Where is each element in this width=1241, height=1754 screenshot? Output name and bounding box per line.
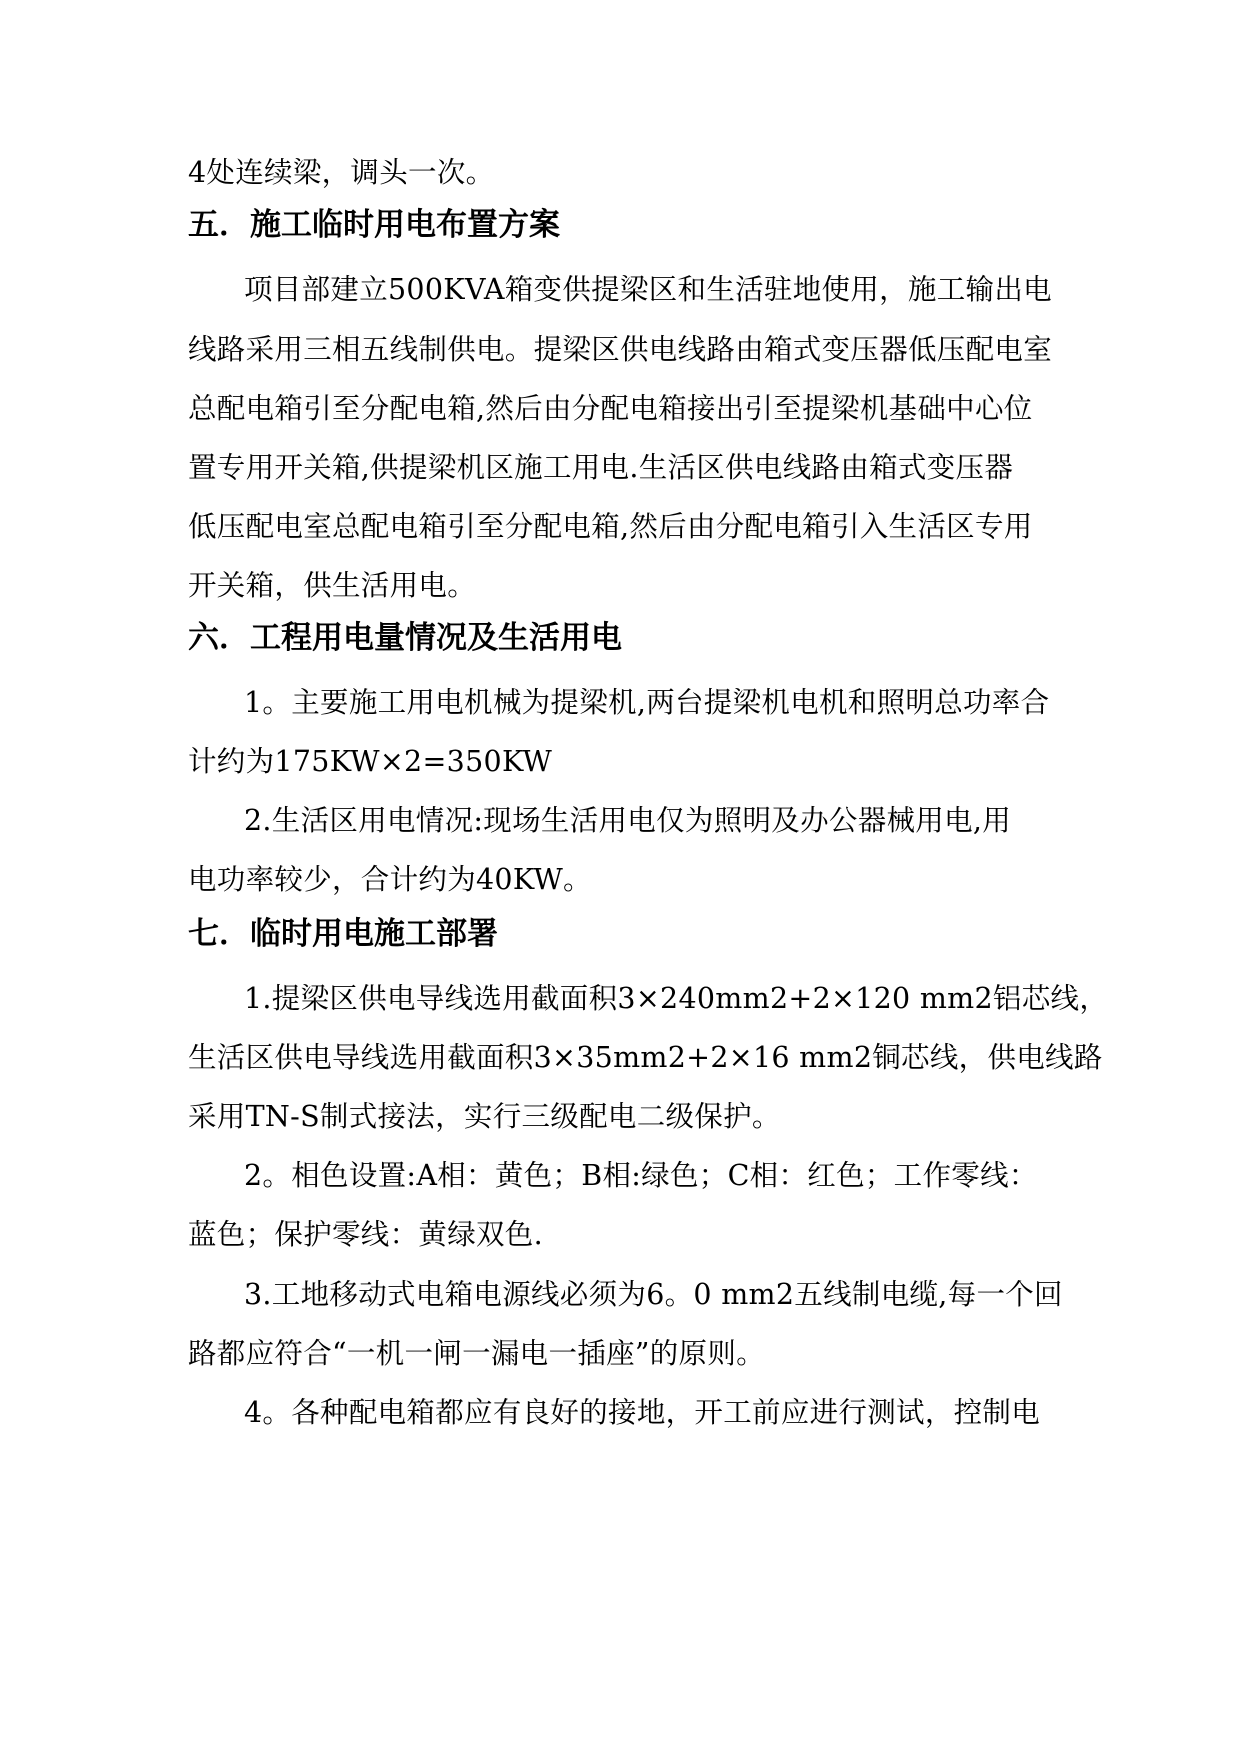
paragraph-line: 1。主要施工用电机械为提梁机,两台提梁机电机和照明总功率合 [244, 686, 1050, 719]
paragraph-line: 开关箱，供生活用电。 [188, 569, 477, 602]
paragraph-line: 2.生活区用电情况:现场生活用电仅为照明及办公器械用电,用 [244, 804, 1012, 837]
section-heading-6: 六．工程用电量情况及生活用电 [188, 620, 622, 656]
paragraph-line: 3.工地移动式电箱电源线必须为6。0 mm2五线制电缆,每一个回 [244, 1278, 1063, 1311]
paragraph-line: 蓝色；保护零线：黄绿双色. [188, 1218, 543, 1251]
paragraph-line: 2。相色设置:A相：黄色；B相:绿色；C相：红色；工作零线： [244, 1159, 1038, 1192]
section-heading-5: 五．施工临时用电布置方案 [188, 207, 560, 243]
paragraph-line: 线路采用三相五线制供电。提梁区供电线路由箱式变压器低压配电室 [188, 333, 1053, 366]
paragraph-line: 4。各种配电箱都应有良好的接地，开工前应进行测试，控制电 [244, 1396, 1041, 1429]
paragraph-line: 采用TN-S制式接法，实行三级配电二级保护。 [188, 1100, 781, 1133]
paragraph-line: 置专用开关箱,供提梁机区施工用电.生活区供电线路由箱式变压器 [188, 451, 1014, 484]
paragraph-line: 项目部建立500KVA箱变供提梁区和生活驻地使用，施工输出电 [244, 273, 1052, 306]
paragraph-line: 路都应符合“一机一闸一漏电一插座”的原则。 [188, 1337, 765, 1370]
paragraph-line: 4处连续梁，调头一次。 [188, 156, 495, 189]
paragraph-line: 低压配电室总配电箱引至分配电箱,然后由分配电箱引入生活区专用 [188, 510, 1033, 543]
paragraph-line: 生活区供电导线选用截面积3×35mm2+2×16 mm2铜芯线，供电线路 [188, 1041, 1103, 1074]
document-page [188, 0, 1109, 1754]
section-heading-7: 七．临时用电施工部署 [188, 916, 498, 952]
paragraph-line: 计约为175KW×2=350KW [188, 745, 553, 778]
paragraph-line: 1.提梁区供电导线选用截面积3×240mm2+2×120 mm2铝芯线， [244, 982, 1109, 1015]
paragraph-line: 电功率较少，合计约为40KW。 [188, 863, 592, 896]
paragraph-line: 总配电箱引至分配电箱,然后由分配电箱接出引至提梁机基础中心位 [188, 392, 1033, 425]
